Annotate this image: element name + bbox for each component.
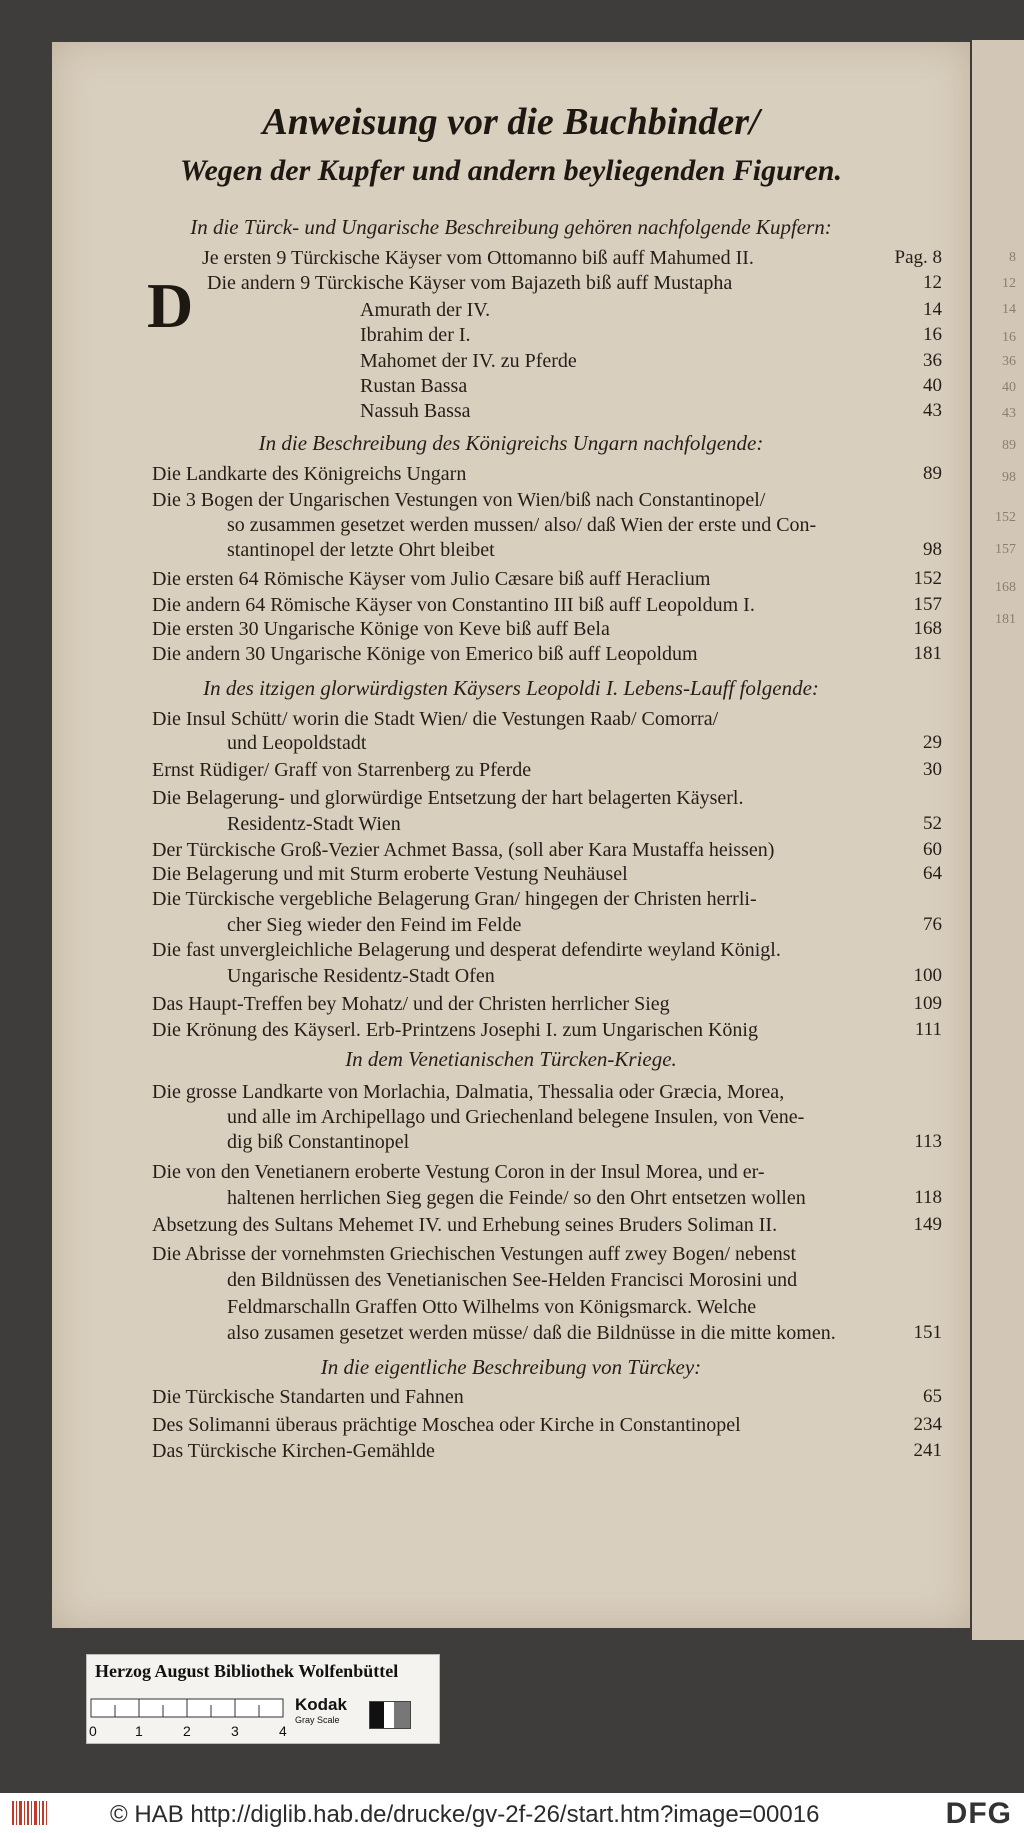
adjacent-page-number: 40 xyxy=(1002,380,1016,395)
section-heading: In die eigentliche Beschreibung von Türckey: xyxy=(320,1355,702,1379)
adjacent-page-number: 157 xyxy=(995,542,1016,557)
toc-page-number: 64 xyxy=(923,863,942,884)
toc-entry: dig biß Constantinopel xyxy=(227,1131,410,1153)
toc-page-number: 30 xyxy=(923,759,942,780)
section-heading: In die Beschreibung des Königreichs Ungarn nachfolgende: xyxy=(258,431,764,455)
toc-entry: haltenen herrlichen Sieg gegen die Feinde/ so den Ohrt entsetzen wollen xyxy=(227,1187,806,1209)
color-calibration-card xyxy=(86,1654,440,1744)
adjacent-page-number: 98 xyxy=(1002,470,1016,485)
toc-page-number: 52 xyxy=(923,813,942,834)
barcode-icon xyxy=(10,1799,50,1827)
toc-page-number: 234 xyxy=(913,1414,942,1435)
adjacent-page-number: 152 xyxy=(995,510,1016,525)
adjacent-page-edge xyxy=(972,40,1024,1640)
adjacent-page-number: 89 xyxy=(1002,438,1016,453)
page-subtitle: Wegen der Kupfer und andern beyliegenden Figuren. xyxy=(180,154,842,187)
toc-entry: Mahomet der IV. zu Pferde xyxy=(360,350,577,372)
toc-entry: Ibrahim der I. xyxy=(360,324,471,346)
toc-page-number: 152 xyxy=(913,568,942,589)
toc-page-number: 113 xyxy=(914,1131,942,1152)
adjacent-page-number: 36 xyxy=(1002,354,1016,369)
toc-entry: Die andern 9 Türckische Käyser vom Bajazeth biß auff Mustapha xyxy=(207,272,733,294)
toc-entry: Das Türckische Kirchen-Gemählde xyxy=(152,1440,435,1462)
toc-entry: Residentz-Stadt Wien xyxy=(227,813,401,835)
toc-page-number: 40 xyxy=(923,375,942,396)
toc-entry: cher Sieg wieder den Feind im Felde xyxy=(227,914,522,936)
toc-page-number: 29 xyxy=(923,732,942,753)
toc-page-number: 149 xyxy=(913,1214,942,1235)
page-title: Anweisung vor die Buchbinder/ xyxy=(262,101,760,143)
toc-entry: Die 3 Bogen der Ungarischen Vestungen von Wien/biß nach Constantinopel/ xyxy=(152,489,766,511)
toc-entry: Ungarische Residentz-Stadt Ofen xyxy=(227,965,495,987)
toc-page-number: 168 xyxy=(913,618,942,639)
toc-entry: Die andern 64 Römische Käyser von Constantino III biß auff Leopoldum I. xyxy=(152,594,755,616)
scale-label: 1 xyxy=(135,1723,143,1739)
toc-page-number: 241 xyxy=(913,1440,942,1461)
toc-page-number: 98 xyxy=(923,539,942,560)
toc-entry: Die Türckische Standarten und Fahnen xyxy=(152,1386,464,1408)
toc-page-number: 16 xyxy=(923,324,942,345)
toc-page-number: 43 xyxy=(923,400,942,421)
section-heading: In dem Venetianischen Türcken-Kriege. xyxy=(345,1047,677,1071)
dfg-logo: DFG xyxy=(945,1797,1012,1830)
scale-label: 2 xyxy=(183,1723,191,1739)
ruler-scale xyxy=(87,1697,287,1723)
toc-entry: Rustan Bassa xyxy=(360,375,468,397)
toc-entry: und Leopoldstadt xyxy=(227,732,367,754)
toc-entry: Ernst Rüdiger/ Graff von Starrenberg zu Pferde xyxy=(152,759,532,781)
adjacent-page-number: 43 xyxy=(1002,406,1016,421)
toc-entry: Die Belagerung- und glorwürdige Entsetzung der hart belagerten Käyserl. xyxy=(152,787,744,809)
brand-label: Kodak xyxy=(295,1695,347,1714)
toc-entry: so zusammen gesetzet werden mussen/ also/ daß Wien der erste und Con- xyxy=(227,514,817,536)
toc-entry: Amurath der IV. xyxy=(360,299,491,321)
toc-page-number: 36 xyxy=(923,350,942,371)
document-page xyxy=(52,42,970,1628)
toc-entry: Je ersten 9 Türckische Käyser vom Ottomanno biß auff Mahumed II. xyxy=(202,247,754,269)
toc-entry: Der Türckische Groß-Vezier Achmet Bassa, (soll aber Kara Mustaffa heissen) xyxy=(152,839,775,861)
toc-page-number: 181 xyxy=(913,643,942,664)
toc-entry: also zusamen gesetzet werden müsse/ daß die Bildnüsse in die mitte komen. xyxy=(227,1322,836,1344)
toc-entry: Die Insul Schütt/ worin die Stadt Wien/ die Vestungen Raab/ Comorra/ xyxy=(152,708,719,730)
toc-entry: Nassuh Bassa xyxy=(360,400,471,422)
toc-entry: Die ersten 64 Römische Käyser vom Julio Cæsare biß auff Heraclium xyxy=(152,568,711,590)
card-subtitle: Gray Scale xyxy=(295,1715,340,1725)
toc-entry: Feldmarschalln Graffen Otto Wilhelms von Königsmarck. Welche xyxy=(227,1296,757,1318)
scale-label: 3 xyxy=(231,1723,239,1739)
toc-entry: stantinopel der letzte Ohrt bleibet xyxy=(227,539,495,561)
footer-source-link[interactable]: © HAB http://diglib.hab.de/drucke/gv-2f-26/start.htm?image=00016 xyxy=(110,1801,820,1828)
section-heading: In des itzigen glorwürdigsten Käysers Leopoldi I. Lebens-Lauff folgende: xyxy=(203,676,819,700)
scale-label: 4 xyxy=(279,1723,287,1739)
toc-page-number: 118 xyxy=(914,1187,942,1208)
toc-entry: Die Landkarte des Königreichs Ungarn xyxy=(152,463,467,485)
adjacent-page-number: 12 xyxy=(1002,276,1016,291)
toc-entry: Die von den Venetianern eroberte Vestung Coron in der Insul Morea, und er- xyxy=(152,1161,765,1183)
adjacent-page-number: 181 xyxy=(995,612,1016,627)
toc-page-number: 65 xyxy=(923,1386,942,1407)
toc-page-number: 109 xyxy=(913,993,942,1014)
toc-entry: Die Türckische vergebliche Belagerung Gran/ hingegen der Christen herrli- xyxy=(152,888,757,910)
toc-page-number: 157 xyxy=(913,594,942,615)
card-title: Herzog August Bibliothek Wolfenbüttel xyxy=(95,1661,399,1681)
toc-page-number: Pag. 8 xyxy=(894,247,942,268)
toc-page-number: 89 xyxy=(923,463,942,484)
toc-entry: und alle im Archipellago und Griechenland belegene Insulen, von Vene- xyxy=(227,1106,805,1128)
toc-entry: Des Solimanni überaus prächtige Moschea oder Kirche in Constantinopel xyxy=(152,1414,741,1436)
toc-page-number: 14 xyxy=(923,299,942,320)
toc-entry: Die Abrisse der vornehmsten Griechischen Vestungen auff zwey Bogen/ nebenst xyxy=(152,1243,797,1265)
dropcap-letter: D xyxy=(147,270,194,341)
adjacent-page-number: 16 xyxy=(1002,330,1016,345)
toc-page-number: 76 xyxy=(923,914,942,935)
toc-entry: Die Belagerung und mit Sturm eroberte Vestung Neuhäusel xyxy=(152,863,628,885)
gray-swatch xyxy=(369,1701,411,1729)
toc-entry: Die fast unvergleichliche Belagerung und desperat defendirte weyland Königl. xyxy=(152,939,781,961)
toc-page-number: 100 xyxy=(913,965,942,986)
toc-entry: Die grosse Landkarte von Morlachia, Dalmatia, Thessalia oder Græcia, Morea, xyxy=(152,1081,785,1103)
adjacent-page-number: 14 xyxy=(1002,302,1016,317)
toc-page-number: 60 xyxy=(923,839,942,860)
toc-entry: Das Haupt-Treffen bey Mohatz/ und der Christen herrlicher Sieg xyxy=(152,993,670,1015)
toc-entry: Absetzung des Sultans Mehemet IV. und Erhebung seines Bruders Soliman II. xyxy=(152,1214,778,1236)
toc-page-number: 111 xyxy=(914,1019,942,1040)
scale-label: 0 xyxy=(89,1723,97,1739)
toc-entry: Die Krönung des Käyserl. Erb-Printzens Josephi I. zum Ungarischen König xyxy=(152,1019,758,1041)
toc-entry: Die andern 30 Ungarische Könige von Emerico biß auff Leopoldum xyxy=(152,643,698,665)
toc-page-number: 151 xyxy=(913,1322,942,1343)
adjacent-page-number: 168 xyxy=(995,580,1016,595)
toc-page-number: 12 xyxy=(923,272,942,293)
toc-entry: Die ersten 30 Ungarische Könige von Keve biß auff Bela xyxy=(152,618,610,640)
toc-entry: den Bildnüssen des Venetianischen See-Helden Francisci Morosini und xyxy=(227,1269,798,1291)
footer-bar xyxy=(0,1793,1024,1833)
section-heading: In die Türck- und Ungarische Beschreibung gehören nachfolgende Kupfern: xyxy=(190,215,832,239)
adjacent-page-number: 8 xyxy=(1009,250,1016,265)
